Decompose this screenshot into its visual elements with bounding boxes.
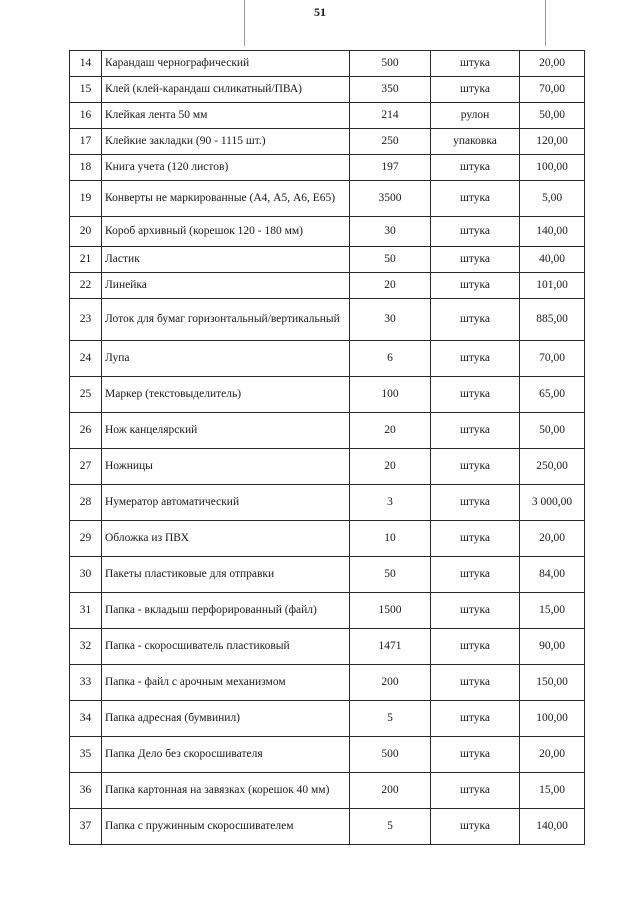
item-name: Клейкие закладки (90 - 1115 шт.) — [102, 129, 350, 155]
row-number: 20 — [70, 217, 102, 247]
row-number: 15 — [70, 77, 102, 103]
item-price: 140,00 — [520, 809, 585, 845]
table-row — [70, 737, 585, 773]
row-number: 27 — [70, 449, 102, 485]
table-row — [70, 665, 585, 701]
table-row — [70, 217, 585, 247]
item-price: 90,00 — [520, 629, 585, 665]
item-quantity: 100 — [350, 377, 431, 413]
table-row — [70, 809, 585, 845]
row-number: 28 — [70, 485, 102, 521]
table-row — [70, 51, 585, 77]
item-quantity: 5 — [350, 701, 431, 737]
item-unit: штука — [431, 77, 520, 103]
item-unit: штука — [431, 809, 520, 845]
table-row — [70, 155, 585, 181]
item-name: Клейкая лента 50 мм — [102, 103, 350, 129]
item-name: Нож канцелярский — [102, 413, 350, 449]
row-number: 32 — [70, 629, 102, 665]
table-row — [70, 377, 585, 413]
item-name: Папка - файл с арочным механизмом — [102, 665, 350, 701]
item-name: Ластик — [102, 247, 350, 273]
item-name: Папка с пружинным скоросшивателем — [102, 809, 350, 845]
table-row — [70, 449, 585, 485]
item-unit: штука — [431, 701, 520, 737]
table-row — [70, 485, 585, 521]
item-quantity: 350 — [350, 77, 431, 103]
item-quantity: 197 — [350, 155, 431, 181]
item-unit: штука — [431, 155, 520, 181]
item-unit: рулон — [431, 103, 520, 129]
item-price: 140,00 — [520, 217, 585, 247]
table-row — [70, 273, 585, 299]
item-quantity: 1500 — [350, 593, 431, 629]
table-row — [70, 557, 585, 593]
row-number: 16 — [70, 103, 102, 129]
item-unit: штука — [431, 521, 520, 557]
item-name: Конверты не маркированные (А4, А5, А6, Е65) — [102, 181, 350, 217]
item-price: 40,00 — [520, 247, 585, 273]
item-quantity: 10 — [350, 521, 431, 557]
row-number: 37 — [70, 809, 102, 845]
item-unit: штука — [431, 665, 520, 701]
item-price: 50,00 — [520, 413, 585, 449]
item-quantity: 6 — [350, 341, 431, 377]
item-quantity: 1471 — [350, 629, 431, 665]
item-quantity: 5 — [350, 809, 431, 845]
items-table — [69, 50, 585, 845]
table-row — [70, 521, 585, 557]
item-unit: штука — [431, 273, 520, 299]
item-price: 20,00 — [520, 51, 585, 77]
item-name: Книга учета (120 листов) — [102, 155, 350, 181]
item-unit: штука — [431, 629, 520, 665]
item-quantity: 500 — [350, 737, 431, 773]
item-quantity: 50 — [350, 247, 431, 273]
item-price: 5,00 — [520, 181, 585, 217]
item-name: Нумератор автоматический — [102, 485, 350, 521]
item-quantity: 3500 — [350, 181, 431, 217]
item-price: 84,00 — [520, 557, 585, 593]
row-number: 29 — [70, 521, 102, 557]
item-price: 20,00 — [520, 737, 585, 773]
item-name: Лоток для бумаг горизонтальный/вертикальный — [102, 299, 350, 341]
items-table-body — [70, 51, 585, 845]
table-row — [70, 103, 585, 129]
row-number: 14 — [70, 51, 102, 77]
item-quantity: 200 — [350, 773, 431, 809]
item-unit: штука — [431, 557, 520, 593]
item-unit: штука — [431, 341, 520, 377]
row-number: 17 — [70, 129, 102, 155]
item-name: Папка адресная (бумвинил) — [102, 701, 350, 737]
item-quantity: 214 — [350, 103, 431, 129]
table-row — [70, 181, 585, 217]
item-price: 50,00 — [520, 103, 585, 129]
item-price: 885,00 — [520, 299, 585, 341]
row-number: 22 — [70, 273, 102, 299]
row-number: 34 — [70, 701, 102, 737]
row-number: 33 — [70, 665, 102, 701]
table-row — [70, 629, 585, 665]
item-price: 15,00 — [520, 773, 585, 809]
item-unit: штука — [431, 737, 520, 773]
item-name: Папка - вкладыш перфорированный (файл) — [102, 593, 350, 629]
item-price: 250,00 — [520, 449, 585, 485]
item-price: 15,00 — [520, 593, 585, 629]
item-name: Клей (клей-карандаш силикатный/ПВА) — [102, 77, 350, 103]
item-name: Ножницы — [102, 449, 350, 485]
item-unit: штука — [431, 773, 520, 809]
scan-artifact-line — [244, 0, 245, 46]
item-price: 70,00 — [520, 341, 585, 377]
page-number: 51 — [314, 5, 326, 19]
item-quantity: 250 — [350, 129, 431, 155]
item-quantity: 500 — [350, 51, 431, 77]
item-unit: штука — [431, 299, 520, 341]
table-row — [70, 129, 585, 155]
row-number: 30 — [70, 557, 102, 593]
row-number: 35 — [70, 737, 102, 773]
item-price: 20,00 — [520, 521, 585, 557]
item-name: Маркер (текстовыделитель) — [102, 377, 350, 413]
item-unit: штука — [431, 51, 520, 77]
item-name: Обложка из ПВХ — [102, 521, 350, 557]
item-quantity: 30 — [350, 299, 431, 341]
table-row — [70, 701, 585, 737]
item-quantity: 20 — [350, 273, 431, 299]
item-quantity: 50 — [350, 557, 431, 593]
row-number: 19 — [70, 181, 102, 217]
item-name: Короб архивный (корешок 120 - 180 мм) — [102, 217, 350, 247]
row-number: 26 — [70, 413, 102, 449]
item-price: 120,00 — [520, 129, 585, 155]
item-quantity: 20 — [350, 413, 431, 449]
row-number: 25 — [70, 377, 102, 413]
item-unit: штука — [431, 449, 520, 485]
item-name: Папка Дело без скоросшивателя — [102, 737, 350, 773]
item-unit: штука — [431, 217, 520, 247]
item-unit: упаковка — [431, 129, 520, 155]
item-name: Пакеты пластиковые для отправки — [102, 557, 350, 593]
item-price: 3 000,00 — [520, 485, 585, 521]
item-quantity: 200 — [350, 665, 431, 701]
item-price: 70,00 — [520, 77, 585, 103]
row-number: 24 — [70, 341, 102, 377]
item-quantity: 20 — [350, 449, 431, 485]
item-quantity: 30 — [350, 217, 431, 247]
item-unit: штука — [431, 485, 520, 521]
table-row — [70, 247, 585, 273]
item-price: 100,00 — [520, 155, 585, 181]
item-price: 101,00 — [520, 273, 585, 299]
item-unit: штука — [431, 413, 520, 449]
item-unit: штука — [431, 181, 520, 217]
item-price: 65,00 — [520, 377, 585, 413]
item-name: Карандаш чернографический — [102, 51, 350, 77]
item-quantity: 3 — [350, 485, 431, 521]
item-price: 150,00 — [520, 665, 585, 701]
table-row — [70, 413, 585, 449]
scan-artifact-line — [545, 0, 546, 46]
item-price: 100,00 — [520, 701, 585, 737]
table-row — [70, 299, 585, 341]
row-number: 36 — [70, 773, 102, 809]
row-number: 23 — [70, 299, 102, 341]
row-number: 21 — [70, 247, 102, 273]
table-row — [70, 593, 585, 629]
item-name: Линейка — [102, 273, 350, 299]
item-unit: штука — [431, 593, 520, 629]
row-number: 18 — [70, 155, 102, 181]
row-number: 31 — [70, 593, 102, 629]
item-unit: штука — [431, 377, 520, 413]
table-row — [70, 773, 585, 809]
table-row — [70, 77, 585, 103]
table-row — [70, 341, 585, 377]
item-name: Папка картонная на завязках (корешок 40 мм) — [102, 773, 350, 809]
item-name: Папка - скоросшиватель пластиковый — [102, 629, 350, 665]
item-name: Лупа — [102, 341, 350, 377]
item-unit: штука — [431, 247, 520, 273]
